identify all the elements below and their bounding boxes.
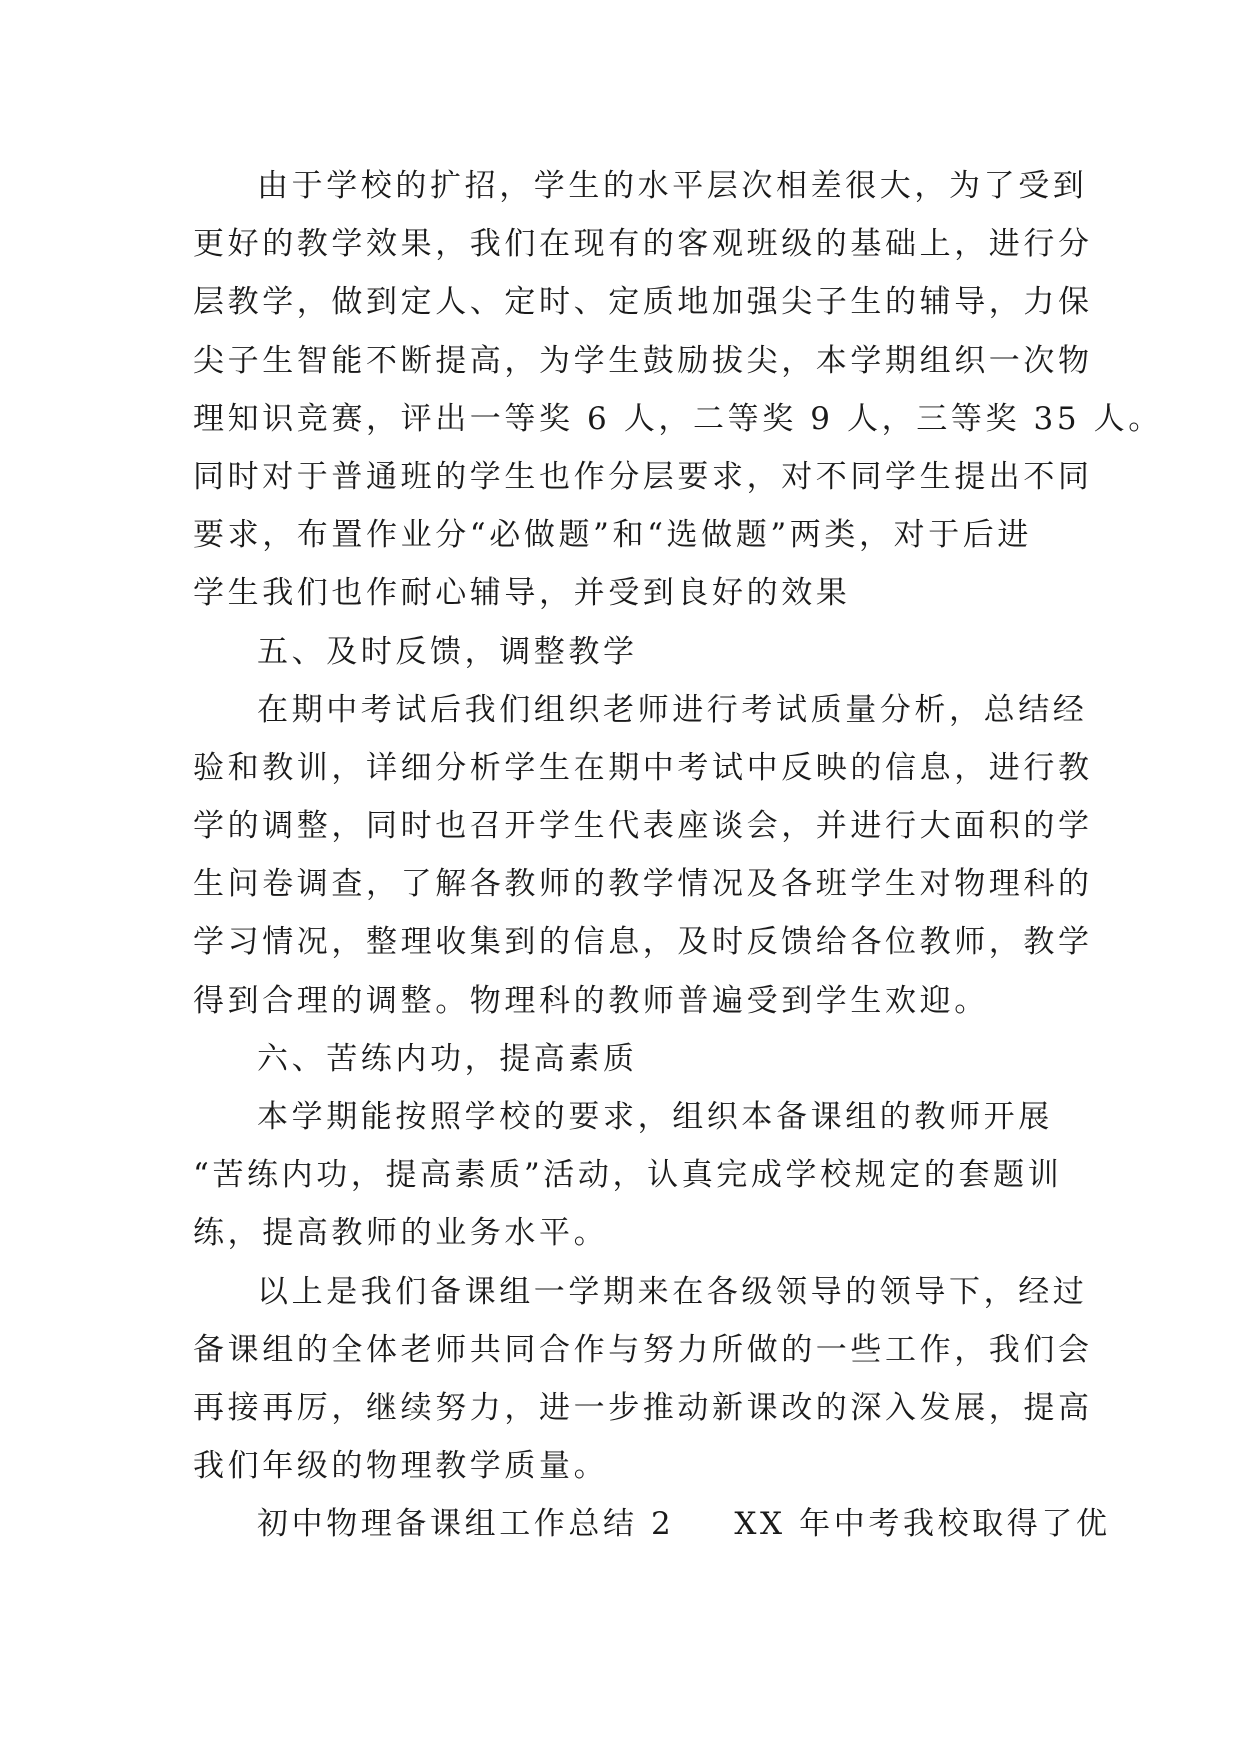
paragraph-line: 验和教训，详细分析学生在期中考试中反映的信息，进行教 <box>193 749 1093 786</box>
paragraph-line: 再接再厉，继续努力，进一步推动新课改的深入发展，提高 <box>193 1389 1093 1426</box>
paragraph-line: 由于学校的扩招，学生的水平层次相差很大，为了受到 <box>257 168 1088 204</box>
document-body <box>193 157 1163 1554</box>
next-article-title: 初中物理备课组工作总结 2 <box>257 1506 675 1543</box>
paragraph-line: 学习情况，整理收集到的信息，及时反馈给各位教师，教学 <box>193 924 1093 961</box>
paragraph-line: 我们年级的物理教学质量。 <box>193 1448 609 1485</box>
next-article-line <box>193 1495 1111 1553</box>
paragraph-line: 要求，布置作业分“必做题”和“选做题”两类，对于后进 <box>193 517 1032 554</box>
paragraph-line: 学的调整，同时也召开学生代表座谈会，并进行大面积的学 <box>193 808 1093 845</box>
paragraph-line: 同时对于普通班的学生也作分层要求，对不同学生提出不同 <box>193 458 1093 495</box>
paragraph-line: 学生我们也作耐心辅导，并受到良好的效果 <box>193 575 851 612</box>
paragraph-line: 以上是我们备课组一学期来在各级领导的领导下，经过 <box>257 1273 1088 1310</box>
paragraph-line: 层教学，做到定人、定时、定质地加强尖子生的辅导，力保 <box>193 284 1093 321</box>
paragraph-line: “苦练内功，提高素质”活动，认真完成学校规定的套题训 <box>193 1157 1063 1194</box>
section-heading: 五、及时反馈，调整教学 <box>257 633 638 670</box>
next-article-text: XX 年中考我校取得了优 <box>734 1506 1111 1543</box>
paragraph-line: 备课组的全体老师共同合作与努力所做的一些工作，我们会 <box>193 1331 1093 1368</box>
paragraph-line: 得到合理的调整。物理科的教师普遍受到学生欢迎。 <box>193 982 989 1019</box>
paragraph-line: 练，提高教师的业务水平。 <box>193 1215 609 1252</box>
paragraph-line: 生问卷调查，了解各教师的教学情况及各班学生对物理科的 <box>193 866 1093 903</box>
section-heading: 六、苦练内功，提高素质 <box>257 1040 638 1077</box>
paragraph-line: 理知识竞赛，评出一等奖 6 人，二等奖 9 人，三等奖 35 人。 <box>193 400 1163 437</box>
paragraph-line: 本学期能按照学校的要求，组织本备课组的教师开展 <box>257 1099 1053 1135</box>
paragraph-line: 尖子生智能不断提高，为学生鼓励拔尖，本学期组织一次物 <box>193 342 1093 379</box>
paragraph-line: 更好的教学效果，我们在现有的客观班级的基础上，进行分 <box>193 226 1093 263</box>
paragraph-line: 在期中考试后我们组织老师进行考试质量分析，总结经 <box>257 691 1088 728</box>
